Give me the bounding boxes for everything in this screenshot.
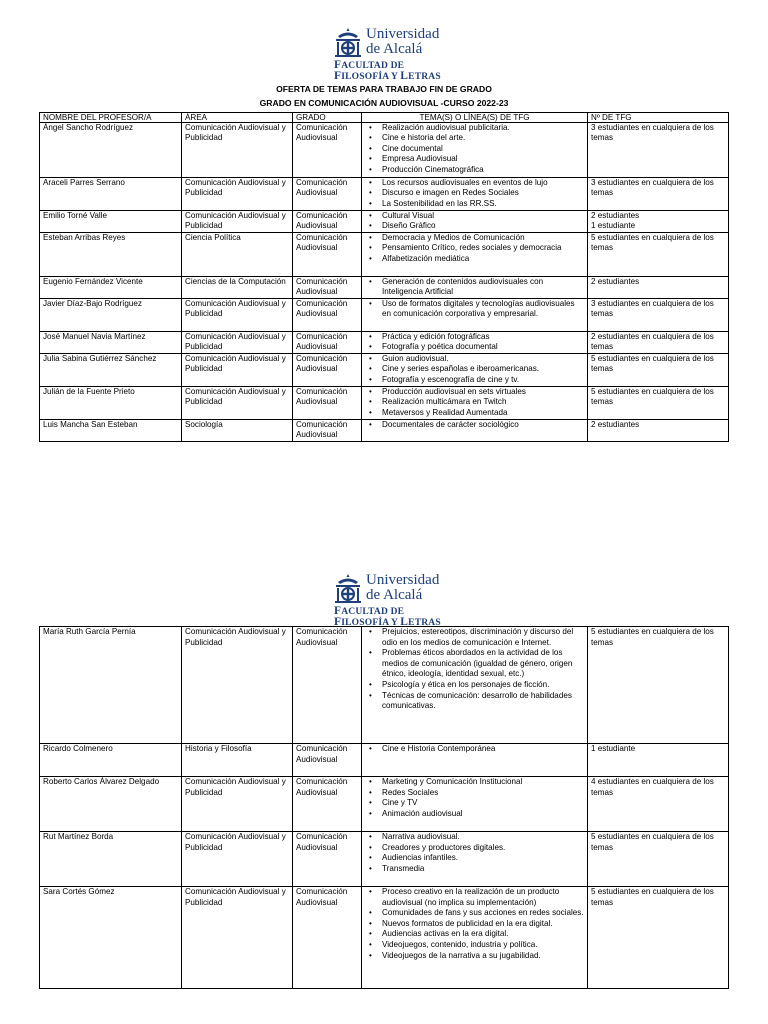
table-row <box>40 832 729 887</box>
grado-cell: Comunicación Audiovisual <box>293 627 362 744</box>
grado-cell: Comunicación Audiovisual <box>293 887 362 989</box>
topic-item: • Guion audiovisual. <box>365 354 584 364</box>
topics-list <box>365 233 584 264</box>
tfg-count-cell: 5 estudiantes en cualquiera de los temas <box>588 387 729 420</box>
grado-cell: Comunicación Audiovisual <box>293 233 362 277</box>
grado-cell: Comunicación Audiovisual <box>293 420 362 442</box>
area-cell: Comunicación Audiovisual y Publicidad <box>182 887 293 989</box>
header-grado: GRADO <box>293 113 362 123</box>
topic-item: • Animación audiovisual <box>365 809 584 820</box>
topic-item: • Documentales de carácter sociológico <box>365 420 584 430</box>
title-line1: OFERTA DE TEMAS PARA TRABAJO FIN DE GRADO <box>276 84 492 94</box>
topic-item: • Pensamiento Crítico, redes sociales y democracia <box>365 243 584 253</box>
professor-name-cell: Luis Mancha San Esteban <box>40 420 182 442</box>
topic-item: • Problemas éticos abordados en la actividad de los medios de comunicación (igualdad de género, origen étnico, ideología, identidad sexual, etc.) <box>365 648 584 680</box>
topics-cell <box>362 354 588 387</box>
professor-name-cell: Eugenio Fernández Vicente <box>40 277 182 299</box>
grado-cell: Comunicación Audiovisual <box>293 299 362 332</box>
topics-list <box>365 299 584 320</box>
area-cell: Comunicación Audiovisual y Publicidad <box>182 211 293 233</box>
topic-item: • Discurso e imagen en Redes Sociales <box>365 188 584 198</box>
table-row <box>40 627 729 744</box>
university-name-line1: Universidad <box>366 572 440 588</box>
topic-item: • Creadores y productores digitales. <box>365 843 584 854</box>
topic-item: • Narrativa audiovisual. <box>365 832 584 843</box>
tfg-count-cell: 5 estudiantes en cualquiera de los temas <box>588 832 729 887</box>
topic-item: • Psicología y ética en los personajes de ficción. <box>365 680 584 691</box>
topics-list <box>365 744 584 755</box>
topics-list <box>365 211 584 232</box>
grado-cell: Comunicación Audiovisual <box>293 332 362 354</box>
table-row <box>40 178 729 211</box>
topic-item: • Diseño Gráfico <box>365 221 584 231</box>
topics-cell <box>362 123 588 178</box>
tfg-count-cell: 2 estudiantes 1 estudiante <box>588 211 729 233</box>
topic-item: • Realización multicámara en Twitch <box>365 397 584 407</box>
table-row <box>40 744 729 777</box>
topic-item: • Transmedia <box>365 864 584 875</box>
faculty-name: FACULTAD DE FILOSOFÍA Y LETRAS <box>334 59 441 82</box>
table-row <box>40 123 729 178</box>
tfg-count-cell: 3 estudiantes en cualquiera de los temas <box>588 178 729 211</box>
grado-cell: Comunicación Audiovisual <box>293 211 362 233</box>
area-cell: Comunicación Audiovisual y Publicidad <box>182 387 293 420</box>
area-cell: Comunicación Audiovisual y Publicidad <box>182 123 293 178</box>
tfg-count-cell: 5 estudiantes en cualquiera de los temas <box>588 354 729 387</box>
table-header-row <box>40 113 729 123</box>
university-crest-icon <box>334 27 362 57</box>
topics-cell <box>362 744 588 777</box>
tfg-count-cell: 2 estudiantes <box>588 420 729 442</box>
topic-item: • Cultural Visual <box>365 211 584 221</box>
table-row <box>40 387 729 420</box>
area-cell: Historia y Filosofía <box>182 744 293 777</box>
professor-name-cell: Roberto Carlos Álvarez Delgado <box>40 777 182 832</box>
table-row <box>40 277 729 299</box>
topics-table-page2 <box>39 626 729 989</box>
grado-cell: Comunicación Audiovisual <box>293 123 362 178</box>
tfg-count-cell: 5 estudiantes en cualquiera de los temas <box>588 887 729 989</box>
topics-cell <box>362 211 588 233</box>
topic-item: • Cine y TV <box>365 798 584 809</box>
topics-list <box>365 277 584 298</box>
topics-cell <box>362 332 588 354</box>
professor-name-cell: Javier Díaz-Bajo Rodríguez <box>40 299 182 332</box>
topics-list <box>365 887 584 961</box>
area-cell: Ciencias de la Computación <box>182 277 293 299</box>
topic-item: • Técnicas de comunicación: desarrollo de habilidades comunicativas. <box>365 691 584 712</box>
topic-item: • Práctica y edición fotográficas <box>365 332 584 342</box>
topics-cell <box>362 777 588 832</box>
topics-list <box>365 832 584 874</box>
university-name-line1: Universidad <box>366 26 440 42</box>
topics-cell <box>362 832 588 887</box>
topics-cell <box>362 277 588 299</box>
topics-list <box>365 332 584 353</box>
professor-name-cell: Araceli Parres Serrano <box>40 178 182 211</box>
topics-table-page1 <box>39 112 729 442</box>
grado-cell: Comunicación Audiovisual <box>293 744 362 777</box>
topic-item: • Audiencias infantiles. <box>365 853 584 864</box>
topics-cell <box>362 233 588 277</box>
tfg-count-cell: 5 estudiantes en cualquiera de los temas <box>588 233 729 277</box>
topics-list <box>365 420 584 430</box>
topic-item: • Videojuegos de la narrativa a su jugabilidad. <box>365 951 584 962</box>
topic-item: • Democracia y Medios de Comunicación <box>365 233 584 243</box>
area-cell: Comunicación Audiovisual y Publicidad <box>182 354 293 387</box>
university-name-line2: de Alcalá <box>366 41 423 57</box>
topic-item: • Producción Cinematográfica <box>365 165 584 175</box>
grado-cell: Comunicación Audiovisual <box>293 277 362 299</box>
tfg-count-cell: 1 estudiante <box>588 744 729 777</box>
university-logo <box>334 27 494 82</box>
area-cell: Comunicación Audiovisual y Publicidad <box>182 832 293 887</box>
table-row <box>40 211 729 233</box>
professor-name-cell: Rut Martínez Borda <box>40 832 182 887</box>
tfg-count-cell: 3 estudiantes en cualquiera de los temas <box>588 299 729 332</box>
tfg-count-cell: 4 estudiantes en cualquiera de los temas <box>588 777 729 832</box>
area-cell: Comunicación Audiovisual y Publicidad <box>182 777 293 832</box>
topics-cell <box>362 627 588 744</box>
grado-cell: Comunicación Audiovisual <box>293 777 362 832</box>
professor-name-cell: Julián de la Fuente Prieto <box>40 387 182 420</box>
area-cell: Comunicación Audiovisual y Publicidad <box>182 627 293 744</box>
university-logo-page2 <box>334 573 494 628</box>
topics-list <box>365 777 584 819</box>
topics-list <box>365 627 584 712</box>
topics-cell <box>362 387 588 420</box>
topic-item: • Cine y series españolas e iberoamericanas. <box>365 364 584 374</box>
table-row <box>40 233 729 277</box>
topic-item: • Redes Sociales <box>365 788 584 799</box>
table-row <box>40 332 729 354</box>
topic-item: • Comunidades de fans y sus acciones en redes sociales. <box>365 908 584 919</box>
university-name-line2: de Alcalá <box>366 587 423 603</box>
topic-item: • Proceso creativo en la realización de un producto audiovisual (no implica su implementación) <box>365 887 584 908</box>
topic-item: • Fotografía y poética documental <box>365 342 584 352</box>
tfg-count-cell: 2 estudiantes <box>588 277 729 299</box>
title-line2: GRADO EN COMUNICACIÓN AUDIOVISUAL -CURSO 2022-23 <box>259 98 509 108</box>
topics-cell <box>362 299 588 332</box>
tfg-count-cell: 3 estudiantes en cualquiera de los temas <box>588 123 729 178</box>
professor-name-cell: Esteban Arribas Reyes <box>40 233 182 277</box>
topic-item: • Prejuicios, estereotipos, discriminación y discurso del odio en los medios de comunicación e Internet. <box>365 627 584 648</box>
professor-name-cell: Sara Cortés Gómez <box>40 887 182 989</box>
header-count: Nº DE TFG <box>588 113 729 123</box>
tfg-count-cell: 2 estudiantes en cualquiera de los temas <box>588 332 729 354</box>
topic-item: • Empresa Audiovisual <box>365 154 584 164</box>
topic-item: • Producción audiovisual en sets virtuales <box>365 387 584 397</box>
tfg-count-cell: 5 estudiantes en cualquiera de los temas <box>588 627 729 744</box>
professor-name-cell: Ángel Sancho Rodríguez <box>40 123 182 178</box>
topic-item: • Cine e Historia Contemporánea <box>365 744 584 755</box>
topic-item: • La Sostenibilidad en las RR.SS. <box>365 199 584 209</box>
topic-item: • Alfabetización mediática <box>365 254 584 264</box>
header-topics: TEMA(S) O LÍNEA(S) DE TFG <box>362 113 588 123</box>
professor-name-cell: Ricardo Colmenero <box>40 744 182 777</box>
professor-name-cell: José Manuel Navia Martínez <box>40 332 182 354</box>
topic-item: • Cine e historia del arte. <box>365 133 584 143</box>
table-row <box>40 354 729 387</box>
grado-cell: Comunicación Audiovisual <box>293 832 362 887</box>
university-crest-icon <box>334 573 362 603</box>
topic-item: • Metaversos y Realidad Aumentada <box>365 408 584 418</box>
table-row <box>40 420 729 442</box>
topic-item: • Generación de contenidos audiovisuales con Inteligencia Artificial <box>365 277 584 298</box>
topic-item: • Cine documental <box>365 144 584 154</box>
table-row <box>40 777 729 832</box>
topic-item: • Marketing y Comunicación Institucional <box>365 777 584 788</box>
header-professor: NOMBRE DEL PROFESOR/A <box>40 113 182 123</box>
professor-name-cell: Julia Sabina Gutiérrez Sánchez <box>40 354 182 387</box>
faculty-name: FACULTAD DE FILOSOFÍA Y LETRAS <box>334 605 441 628</box>
topic-item: • Uso de formatos digitales y tecnologías audiovisuales en comunicación corporativa y empresarial. <box>365 299 584 320</box>
topic-item: • Fotografía y escenografía de cine y tv. <box>365 375 584 385</box>
table-row <box>40 299 729 332</box>
professor-name-cell: Emilio Torné Valle <box>40 211 182 233</box>
topic-item: • Los recursos audiovisuales en eventos de lujo <box>365 178 584 188</box>
topics-cell <box>362 178 588 211</box>
topics-cell <box>362 887 588 989</box>
grado-cell: Comunicación Audiovisual <box>293 387 362 420</box>
topics-list <box>365 178 584 209</box>
topic-item: • Realización audiovisual publicitaria. <box>365 123 584 133</box>
area-cell: Comunicación Audiovisual y Publicidad <box>182 332 293 354</box>
area-cell: Comunicación Audiovisual y Publicidad <box>182 178 293 211</box>
topic-item: • Audiencias activas en la era digital. <box>365 929 584 940</box>
professor-name-cell: María Ruth García Pernía <box>40 627 182 744</box>
grado-cell: Comunicación Audiovisual <box>293 178 362 211</box>
topic-item: • Nuevos formatos de publicidad en la era digital. <box>365 919 584 930</box>
topics-cell <box>362 420 588 442</box>
topics-list <box>365 123 584 175</box>
area-cell: Ciencia Política <box>182 233 293 277</box>
grado-cell: Comunicación Audiovisual <box>293 354 362 387</box>
table-row <box>40 887 729 989</box>
topic-item: • Videojuegos, contenido, industria y política. <box>365 940 584 951</box>
topics-list <box>365 387 584 418</box>
document-title <box>0 82 768 110</box>
area-cell: Sociología <box>182 420 293 442</box>
topics-list <box>365 354 584 385</box>
header-area: ÁREA <box>182 113 293 123</box>
area-cell: Comunicación Audiovisual y Publicidad <box>182 299 293 332</box>
